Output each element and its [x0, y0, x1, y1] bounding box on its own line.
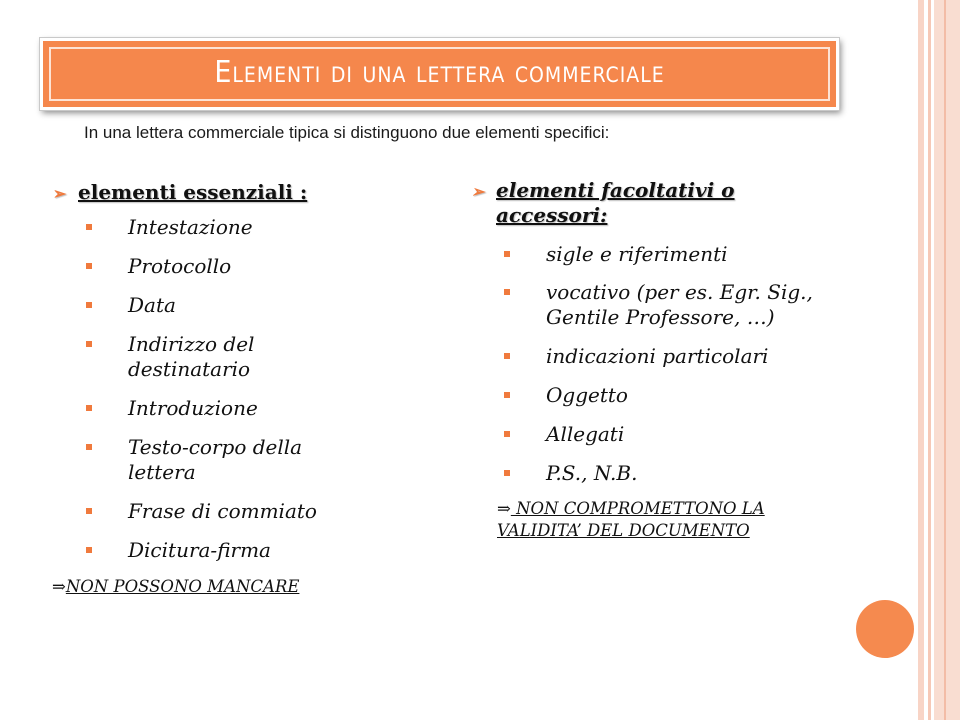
decor-circle	[856, 600, 914, 658]
optional-heading-text: elementi facoltativi o accessori:	[496, 178, 735, 227]
list-item	[463, 461, 853, 486]
square-bullet-icon	[86, 224, 92, 230]
intro-text: In una lettera commerciale tipica si distinguono due elementi specifici:	[84, 123, 610, 142]
list-item-text: Introduzione	[128, 396, 258, 420]
decor-stripe	[918, 0, 924, 720]
square-bullet-icon	[86, 263, 92, 269]
list-item-text: Protocollo	[128, 254, 232, 278]
list-item	[45, 254, 425, 279]
list-item-text: Intestazione	[128, 215, 253, 239]
arrow-bullet-icon: ➢	[53, 184, 67, 203]
list-item	[45, 332, 358, 382]
list-item	[463, 280, 846, 330]
square-bullet-icon	[504, 353, 510, 359]
arrow-bullet-icon: ➢	[471, 182, 485, 201]
essential-conclusion-text: NON POSSONO MANCARE	[65, 577, 300, 596]
list-item-text: indicazioni particolari	[546, 344, 769, 368]
list-item	[45, 435, 368, 485]
list-item	[45, 215, 425, 240]
list-item-text: Oggetto	[546, 383, 628, 407]
essential-heading-text: elementi essenziali :	[78, 180, 308, 204]
decor-stripe	[934, 0, 960, 720]
list-item	[463, 242, 853, 267]
list-item	[45, 293, 425, 318]
title-banner	[40, 38, 839, 110]
square-bullet-icon	[504, 431, 510, 437]
decor-stripe	[944, 0, 946, 720]
list-item-text: Allegati	[546, 422, 625, 446]
list-item-text: Testo-corpo della lettera	[128, 435, 303, 484]
essential-conclusion	[45, 576, 425, 598]
implies-arrow-icon: ⇒	[497, 499, 511, 518]
optional-conclusion-text: NON COMPROMETTONO LA VALIDITA’ DEL DOCUMENTO	[497, 499, 765, 540]
essential-list	[45, 215, 425, 563]
list-item-text: Dicitura-firma	[128, 538, 271, 562]
optional-heading	[463, 178, 836, 228]
square-bullet-icon	[86, 508, 92, 514]
implies-arrow-icon: ⇒	[52, 577, 66, 596]
list-item	[463, 383, 853, 408]
list-item	[463, 422, 853, 447]
list-item-text: P.S., N.B.	[546, 461, 638, 485]
square-bullet-icon	[86, 405, 92, 411]
list-item-text: Data	[128, 293, 176, 317]
square-bullet-icon	[504, 392, 510, 398]
optional-list	[463, 242, 853, 486]
square-bullet-icon	[86, 547, 92, 553]
essential-elements-column	[45, 180, 425, 598]
square-bullet-icon	[504, 470, 510, 476]
optional-elements-column	[463, 178, 853, 542]
square-bullet-icon	[504, 251, 510, 257]
list-item	[45, 499, 425, 524]
optional-conclusion	[463, 498, 827, 542]
list-item	[45, 396, 425, 421]
list-item	[463, 344, 853, 369]
square-bullet-icon	[504, 289, 510, 295]
list-item-text: Indirizzo del destinatario	[128, 332, 255, 381]
slide-title: Elementi di una lettera commerciale	[214, 55, 665, 90]
square-bullet-icon	[86, 444, 92, 450]
square-bullet-icon	[86, 302, 92, 308]
essential-heading	[45, 180, 425, 205]
list-item-text: sigle e riferimenti	[546, 242, 728, 266]
list-item	[45, 538, 425, 563]
list-item-text: Frase di commiato	[128, 499, 317, 523]
square-bullet-icon	[86, 341, 92, 347]
decor-stripe	[928, 0, 931, 720]
list-item-text: vocativo (per es. Egr. Sig., Gentile Professore, …)	[546, 280, 813, 329]
